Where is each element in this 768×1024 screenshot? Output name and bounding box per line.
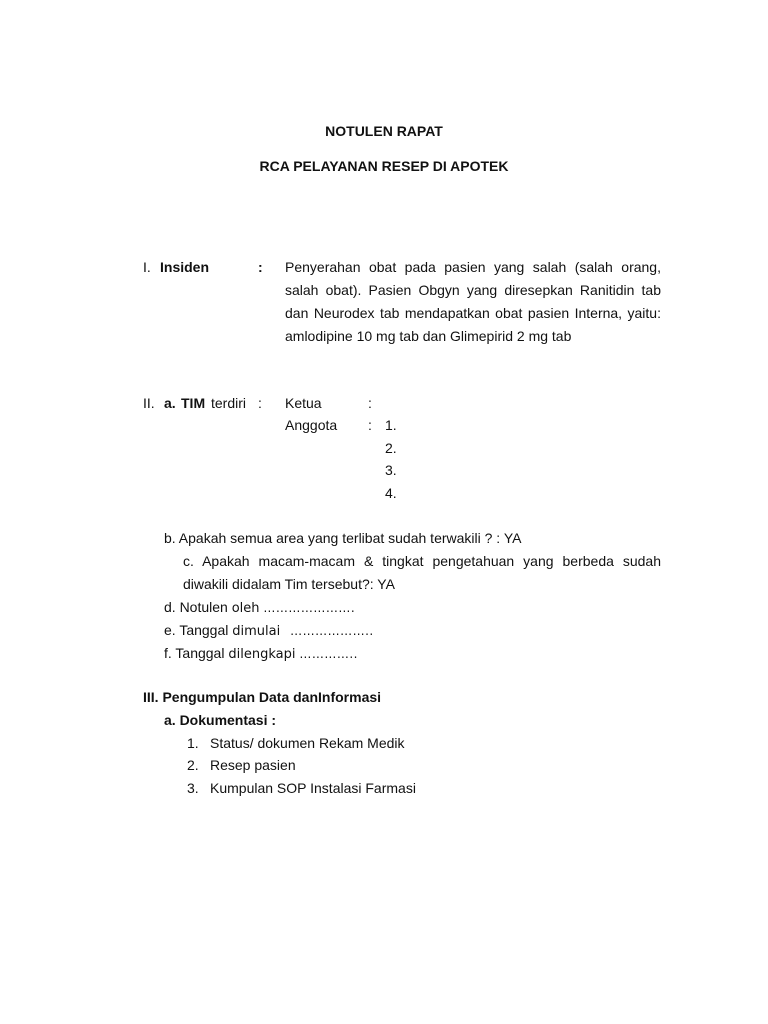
item-d	[164, 598, 355, 618]
ketua-colon: :	[368, 395, 372, 411]
item-b: b. Apakah semua area yang terlibat sudah terwakili ? : YA	[164, 530, 522, 546]
label-colon: :	[258, 395, 262, 411]
item-d-light: oleh	[231, 601, 260, 616]
anggota-colon: :	[368, 417, 372, 433]
anggota-number: 3.	[385, 462, 397, 478]
insiden-description: Penyerahan obat pada pasien yang salah (salah orang, salah obat). Pasien Obgyn yang diresepkan Ranitidin tab dan Neurodex tab mendapatkan obat pasien Interna, yaitu: amlodipine 10 mg tab dan Glimepirid 2 mg tab	[285, 259, 661, 344]
item-c-line1: c. Apakah macam-macam & tingkat pengetahuan yang berbeda sudah	[183, 553, 661, 569]
ketua-label: Ketua	[285, 395, 322, 411]
list-item-number: 2.	[187, 757, 199, 773]
list-item: Kumpulan SOP Instalasi Farmasi	[210, 780, 416, 796]
anggota-label: Anggota	[285, 417, 338, 433]
item-f	[164, 644, 358, 664]
section-title: III. Pengumpulan Data danInformasi	[143, 689, 382, 705]
item-d-prefix: d. Notulen	[164, 599, 228, 615]
label-colon: :	[258, 259, 263, 275]
anggota-number: 4.	[385, 485, 397, 501]
document-subtitle: RCA PELAYANAN RESEP DI APOTEK	[259, 158, 509, 174]
item-d-dots: ………………….	[263, 601, 356, 615]
subsection-dokumentasi: a. Dokumentasi :	[164, 712, 277, 728]
item-c-line2: diwakili didalam Tim tersebut?: YA	[183, 576, 395, 592]
section-label: Insiden	[160, 259, 210, 275]
section-numeral: II.	[143, 395, 155, 411]
tim-label: TIM	[181, 395, 206, 411]
anggota-number: 2.	[385, 440, 397, 456]
item-f-dots: …………..	[299, 647, 358, 661]
item-e-light: dimulai	[232, 624, 281, 639]
item-e-prefix: e. Tanggal	[164, 622, 229, 638]
list-item: Resep pasien	[210, 757, 296, 773]
item-f-light: dilengkapi	[228, 647, 296, 662]
list-item-number: 3.	[187, 780, 199, 796]
item-e	[164, 621, 374, 641]
item-e-dots: ………………..	[290, 624, 374, 638]
list-item-number: 1.	[187, 735, 199, 751]
list-item: Status/ dokumen Rekam Medik	[210, 735, 405, 751]
item-letter: a.	[164, 395, 176, 411]
anggota-number: 1.	[385, 417, 397, 433]
item-f-prefix: f. Tanggal	[164, 645, 225, 661]
section-numeral: I.	[143, 259, 151, 275]
document-title: NOTULEN RAPAT	[325, 123, 443, 139]
tim-label-rest: terdiri	[211, 395, 247, 411]
